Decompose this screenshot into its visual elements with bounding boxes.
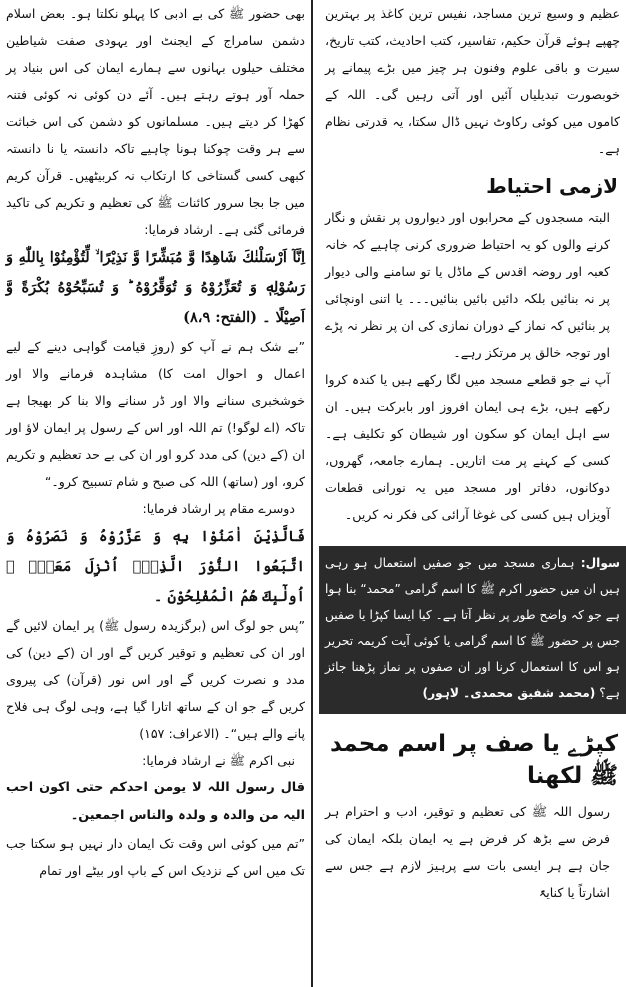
hadith-text: قال رسول اللہ لا یومن احدکم حتی اکون احب الیہ من والدہ و ولدہ والناس اجمعین۔ [6,780,305,823]
question-label: سوال: [580,556,620,570]
question [325,550,620,706]
intro-paragraph: عظیم و وسیع ترین مساجد، نفیس ترین کاغذ پر بہترین چھپے ہوئے قرآن حکیم، تفاسیر، کتب احادیث، کتب تاریخ، سیرت و باقی علوم وفنون ہر چیز میں بڑے پیمانے پر خوبصورت تبدیلیاں آئیں اور آتی رہیں گی۔ اللہ کے کاموں میں کوئی رکاوٹ نہیں ڈال سکتا، یہ قدرتی نظام ہے۔ [325,6,620,156]
answer-paragraph: رسول اللہ ﷺ کی تعظیم و توقیر، ادب و احترام ہر فرض سے بڑھ کر فرض ہے یہ ایمان بلکہ ایمان کی جان ہے ہر ایسی بات سے پرہیز لازم ہے جس سے اشارتاً یا کنایۃً [325,804,610,900]
quran-verse-1: اِنَّآ اَرْسَلْنٰكَ شَاهِدًا وَّ مُبَشِّرًا وَّ نَذِیْرًا ۙ لِّتُؤْمِنُوْا بِاللّٰهِ وَ رَسُوْلِهٖ وَ تُعَزِّرُوْهُ وَ تُوَقِّرُوْهُ ؕ وَ تُسَبِّحُوْهُ بُكْرَةً وَّ اَصِیْلًا ۔ (الفتح: ۸،۹) [6,249,305,326]
question-signature: (محمد شفیق محمدی۔ لاہور) [422,686,596,700]
column-divider [311,0,313,987]
question-box [319,546,626,714]
intro-3: نبی اکرم ﷺ نے ارشاد فرمایا: [142,753,295,768]
translation-2: ”پس جو لوگ اس (برگزیدہ رسول ﷺ) پر ایمان لائیں گے اور ان کی تعظیم و توقیر کریں گے اور ان (کے دین) کی مدد و نصرت کریں گے اور اس نور (قرآن) کی پیروی کریں گے جو ان کے ساتھ اتارا گیا ہے، وہی لوگ ہی فلاح پانے والے ہیں“۔ (الاعراف: ۱۵۷) [6,618,305,741]
left-paragraph-1: بھی حضور ﷺ کی بے ادبی کا پہلو نکلتا ہو۔ بعض اسلام دشمن سامراج کے ایجنٹ اور یہودی صفت شیاطین مختلف حیلوں بہانوں سے ہمارے ایمان کی اس بنیاد پر حملہ آور ہوتے رہتے ہیں۔ آئے دن کوئی نہ کوئی فتنہ کھڑا کر دیتے ہیں۔ مسلمانوں کو دشمن کی اس خباثت سے ہر وقت چوکنا ہونا چاہیے تاکہ دانستہ یا نا دانستہ کبھی کسی گستاخی کا ارتکاب نہ کربیٹھیں۔ قرآن کریم میں جا بجا سرور کائنات ﷺ کی تعظیم و تکریم کی تاکید فرمائی گئی ہے۔ ارشاد فرمایا: [6,6,305,237]
section-paragraph-1: البتہ مسجدوں کے محرابوں اور دیواروں پر نقش و نگار کرنے والوں کو یہ احتیاط ضروری کرنی چاہیے کہ خانہ کعبہ اور روضہ اقدس کے ماڈل یا تو سامنے والی دیوار پر نہ بنائیں بلکہ دائیں بائیں بنائیں۔۔۔ یا اتنی اونچائی پر بنائیں کہ نماز کے دوران نمازی کی ان پر نظر نہ پڑے اور توجہ خالق پر مرتکز رہے۔ [325,210,610,360]
question-text: ہماری مسجد میں جو صفیں استعمال ہو رہی ہیں ان میں حضور اکرم ﷺ کا اسم گرامی ”محمد“ بنا ہوا ہے جو کہ واضح طور پر نظر آتا ہے۔ کیا ایسا کپڑا یا صفیں جس پر حضور ﷺ کا اسم گرامی یا کوئی آیت کریمہ تحریر ہو اس کا استعمال کرنا اور ان صفوں پر نماز پڑھنا جائز ہے؟ [325,556,620,700]
left-column [0,0,311,987]
translation-3: ”تم میں کوئی اس وقت تک ایمان دار نہیں ہو سکتا جب تک میں اس کے نزدیک اس کے باپ اور بیٹے اور تمام [6,836,305,878]
right-column [319,0,626,987]
section-heading: لازمی احتیاط [486,174,618,198]
intro-2: دوسرے مقام پر ارشاد فرمایا: [142,501,295,516]
section-paragraph-2: آپ نے جو قطعے مسجد میں لگا رکھے ہیں یا کندہ کروا رکھے ہیں، بڑے ہی ایمان افروز اور بابرکت ہیں۔ ان سے اہل ایمان کو سکون اور شیطان کو تکلیف ہے۔ کسی کے کہنے پر مت اتاریں۔ ہمارے جامعہ، گھروں، دوکانوں، دفاتر اور مسجد میں یہ نورانی قطعات آویزاں ہیں کسی کی غوغا آرائی کی فکر نہ کریں۔ [325,372,610,522]
answer-heading: کپڑے یا صف پر اسم محمد ﷺ لکھنا [329,731,618,789]
translation-1: ”بے شک ہم نے آپ کو (روزِ قیامت گواہی دینے کے لیے اعمال و احوال امت کا) مشاہدہ فرمانے والا اور خوشخبری سنانے والا اور ڈر سنانے والا بنا کر بھیجا ہے تاکہ (اے لوگو!) تم اللہ اور اس کے رسول پر ایمان لاؤ اور ان (کے دین) کی مدد کرو اور ان کی بے حد تعظیم و تکریم کرو، اور (ساتھ) اللہ کی صبح و شام تسبیح کرو۔“ [6,339,305,489]
quran-verse-2: فَالَّذِیْنَ اٰمَنُوْا بِهٖ وَ عَزَّرُوْهُ وَ نَصَرُوْهُ وَ اتَّبَعُوا النُّوْرَ الَّذِیْۤ اُنْزِلَ مَعَهٗۤ ۙ اُولٰٓىٕكَ هُمُ الْمُفْلِحُوْنَ ۔ [6,528,305,605]
